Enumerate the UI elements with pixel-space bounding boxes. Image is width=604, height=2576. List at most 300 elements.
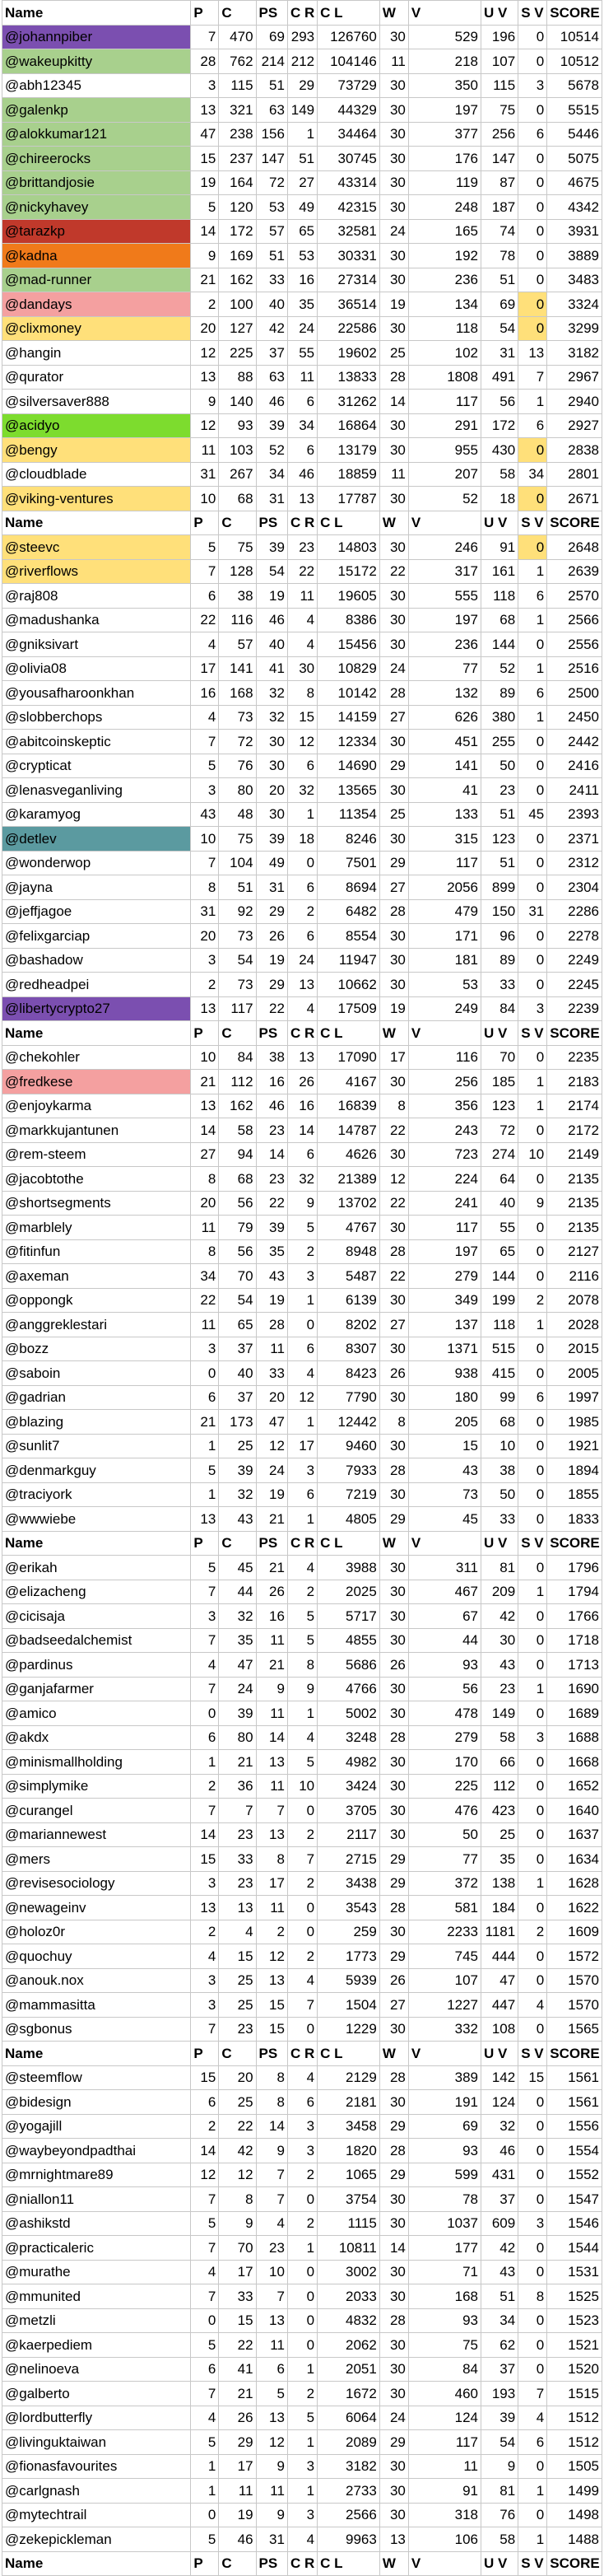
cell-name: @minismallholding [2,1750,191,1775]
cell-ps: 9 [256,2139,287,2163]
cell-p: 6 [191,2090,219,2115]
cell-sv: 3 [518,1725,547,1750]
cell-score: 3483 [547,268,602,292]
cell-name: @alokkumar121 [2,122,191,147]
column-header-score: SCORE [547,1,602,26]
cell-w: 30 [379,948,408,973]
cell-v: 2233 [408,1920,481,1944]
column-header-w: W [379,1021,408,1046]
cell-cl: 1820 [318,2139,380,2163]
cell-p: 10 [191,827,219,852]
cell-cr: 32 [287,1167,317,1192]
cell-cl: 30745 [318,147,380,171]
cell-uv: 187 [481,195,518,220]
cell-score: 1515 [547,2382,602,2406]
cell-v: 117 [408,1216,481,1240]
cell-w: 30 [379,244,408,268]
cell-v: 205 [408,1410,481,1435]
cell-v: 171 [408,924,481,949]
cell-cr: 49 [287,195,317,220]
cell-score: 1505 [547,2454,602,2479]
cell-name: @mers [2,1847,191,1872]
cell-cr: 9 [287,1677,317,1701]
cell-score: 1552 [547,2163,602,2187]
cell-c: 25 [219,2090,256,2115]
cell-v: 1808 [408,365,481,390]
cell-uv: 72 [481,1118,518,1143]
cell-uv: 47 [481,1968,518,1993]
cell-c: 11 [219,2479,256,2504]
cell-v: 93 [408,2308,481,2333]
cell-uv: 51 [481,851,518,875]
cell-cl: 1773 [318,1944,380,1969]
cell-name: @galenkp [2,98,191,123]
cell-uv: 161 [481,559,518,584]
cell-w: 29 [379,1847,408,1872]
cell-w: 30 [379,413,408,438]
column-header-sv: S V [518,1531,547,1556]
cell-sv: 0 [518,438,547,463]
cell-p: 27 [191,1142,219,1167]
cell-w: 11 [379,462,408,487]
cell-c: 94 [219,1142,256,1167]
table-row [2,1725,602,1750]
cell-ps: 22 [256,1191,287,1216]
cell-score: 2172 [547,1118,602,1143]
cell-p: 3 [191,1871,219,1896]
cell-ps: 32 [256,705,287,730]
cell-cr: 6 [287,754,317,778]
cell-w: 8 [379,1094,408,1118]
cell-v: 41 [408,778,481,803]
cell-name: @erikah [2,1556,191,1580]
cell-c: 76 [219,754,256,778]
cell-uv: 32 [481,2114,518,2139]
table-row [2,1482,602,1507]
cell-name: @qurator [2,365,191,390]
cell-uv: 33 [481,1507,518,1532]
cell-w: 26 [379,1361,408,1386]
cell-uv: 46 [481,2139,518,2163]
cell-score: 4675 [547,170,602,195]
cell-v: 84 [408,2357,481,2382]
cell-w: 28 [379,899,408,924]
cell-sv: 0 [518,2503,547,2527]
table-row [2,681,602,706]
cell-cl: 4626 [318,1142,380,1167]
cell-uv: 144 [481,1264,518,1289]
cell-score: 2411 [547,778,602,803]
cell-v: 44 [408,1628,481,1653]
cell-cr: 3 [287,2139,317,2163]
cell-cr: 12 [287,1385,317,1410]
cell-w: 30 [379,487,408,511]
cell-c: 238 [219,122,256,147]
cell-p: 11 [191,1313,219,1337]
cell-cl: 8694 [318,875,380,900]
cell-cr: 32 [287,778,317,803]
cell-uv: 84 [481,996,518,1021]
cell-w: 28 [379,1239,408,1264]
cell-cr: 9 [287,1191,317,1216]
column-header-c: C [219,1021,256,1046]
cell-p: 2 [191,2114,219,2139]
cell-ps: 12 [256,1434,287,1458]
cell-score: 1921 [547,1434,602,1458]
cell-cl: 1229 [318,2017,380,2042]
cell-p: 5 [191,1556,219,1580]
cell-w: 30 [379,2382,408,2406]
cell-c: 39 [219,1701,256,1726]
cell-w: 30 [379,535,408,560]
cell-uv: 74 [481,219,518,244]
cell-ps: 11 [256,2333,287,2358]
cell-c: 57 [219,632,256,657]
cell-ps: 52 [256,438,287,463]
cell-v: 372 [408,1871,481,1896]
cell-ps: 33 [256,268,287,292]
cell-v: 745 [408,1944,481,1969]
cell-cl: 31262 [318,390,380,414]
cell-sv: 0 [518,1944,547,1969]
table-row [2,1167,602,1192]
cell-w: 30 [379,1628,408,1653]
cell-cr: 7 [287,1847,317,1872]
cell-score: 2416 [547,754,602,778]
cell-sv: 0 [518,948,547,973]
cell-ps: 26 [256,924,287,949]
cell-cl: 6064 [318,2406,380,2430]
cell-ps: 13 [256,2406,287,2430]
cell-w: 28 [379,365,408,390]
table-row [2,1628,602,1653]
cell-sv: 6 [518,584,547,609]
table-row [2,948,602,973]
cell-uv: 447 [481,1993,518,2018]
column-header-sv: S V [518,2042,547,2066]
cell-uv: 118 [481,1313,518,1337]
cell-sv: 1 [518,705,547,730]
cell-ps: 39 [256,535,287,560]
cell-p: 11 [191,1216,219,1240]
cell-cr: 0 [287,2284,317,2309]
cell-name: @denmarkguy [2,1458,191,1483]
cell-p: 7 [191,2017,219,2042]
cell-uv: 62 [481,2333,518,2358]
cell-cr: 16 [287,268,317,292]
cell-cr: 15 [287,705,317,730]
cell-c: 32 [219,1604,256,1629]
cell-name: @cicisaja [2,1604,191,1629]
cell-uv: 149 [481,1701,518,1726]
cell-c: 17 [219,2260,256,2284]
table-row [2,1045,602,1070]
cell-cr: 0 [287,1313,317,1337]
column-header-cl: C L [318,1531,380,1556]
table-row [2,2211,602,2236]
cell-v: 181 [408,948,481,973]
cell-cr: 11 [287,365,317,390]
cell-cr: 35 [287,292,317,317]
header-row [2,2042,602,2066]
cell-sv: 2 [518,1288,547,1313]
cell-p: 3 [191,948,219,973]
table-row [2,1239,602,1264]
cell-cl: 14787 [318,1118,380,1143]
cell-p: 8 [191,1167,219,1192]
cell-sv: 0 [518,2139,547,2163]
cell-cr: 29 [287,73,317,98]
cell-p: 7 [191,1799,219,1823]
cell-w: 28 [379,1896,408,1920]
table-row [2,875,602,900]
cell-uv: 31 [481,341,518,366]
table-row [2,219,602,244]
cell-cl: 8307 [318,1337,380,1361]
cell-c: 72 [219,730,256,754]
cell-cl: 3182 [318,2454,380,2479]
cell-ps: 12 [256,1944,287,1969]
cell-w: 30 [379,730,408,754]
column-header-v: V [408,511,481,535]
cell-name: @abh12345 [2,73,191,98]
cell-p: 9 [191,390,219,414]
cell-w: 24 [379,656,408,681]
cell-name: @silversaver888 [2,390,191,414]
cell-v: 191 [408,2090,481,2115]
cell-p: 2 [191,292,219,317]
cell-c: 24 [219,1677,256,1701]
cell-sv: 0 [518,1507,547,1532]
cell-cr: 27 [287,170,317,195]
cell-v: 955 [408,438,481,463]
cell-w: 30 [379,147,408,171]
cell-ps: 5 [256,2382,287,2406]
cell-c: 15 [219,2308,256,2333]
cell-uv: 43 [481,1653,518,1678]
cell-uv: 491 [481,365,518,390]
cell-cr: 3 [287,2114,317,2139]
cell-p: 7 [191,1580,219,1604]
table-row [2,1604,602,1629]
cell-cl: 34464 [318,122,380,147]
table-row [2,147,602,171]
cell-cl: 3458 [318,2114,380,2139]
column-header-cl: C L [318,2042,380,2066]
table-row [2,1750,602,1775]
cell-w: 30 [379,1385,408,1410]
cell-c: 33 [219,1847,256,1872]
cell-v: 45 [408,1507,481,1532]
table-row [2,2065,602,2090]
cell-uv: 415 [481,1361,518,1386]
cell-score: 1622 [547,1896,602,1920]
cell-v: 218 [408,49,481,74]
cell-p: 13 [191,98,219,123]
cell-sv: 0 [518,875,547,900]
cell-sv: 0 [518,2163,547,2187]
cell-cl: 1672 [318,2382,380,2406]
cell-ps: 156 [256,122,287,147]
cell-p: 7 [191,559,219,584]
cell-score: 2116 [547,1264,602,1289]
cell-ps: 24 [256,1458,287,1483]
cell-v: 67 [408,1604,481,1629]
cell-cl: 2566 [318,2503,380,2527]
cell-w: 30 [379,2503,408,2527]
cell-uv: 23 [481,778,518,803]
cell-ps: 31 [256,487,287,511]
column-header-cr: C R [287,1531,317,1556]
cell-v: 467 [408,1580,481,1604]
cell-ps: 22 [256,996,287,1021]
cell-cl: 2129 [318,2065,380,2090]
cell-p: 2 [191,973,219,997]
cell-sv: 1 [518,1094,547,1118]
cell-cr: 1 [287,2357,317,2382]
cell-cr: 4 [287,1968,317,1993]
cell-p: 5 [191,2527,219,2552]
cell-sv: 0 [518,1458,547,1483]
column-header-sv: S V [518,511,547,535]
cell-c: 70 [219,1264,256,1289]
table-row [2,1216,602,1240]
cell-cr: 13 [287,487,317,511]
column-header-v: V [408,1021,481,1046]
table-row [2,778,602,803]
cell-sv: 0 [518,147,547,171]
column-header-uv: U V [481,2042,518,2066]
cell-w: 30 [379,2187,408,2212]
cell-c: 54 [219,948,256,973]
cell-uv: 51 [481,2284,518,2309]
cell-name: @murathe [2,2260,191,2284]
cell-name: @livinguktaiwan [2,2430,191,2455]
cell-ps: 39 [256,1216,287,1240]
table-row [2,487,602,511]
cell-p: 0 [191,2503,219,2527]
table-row [2,1118,602,1143]
cell-cl: 126760 [318,25,380,49]
cell-ps: 47 [256,1410,287,1435]
cell-c: 225 [219,341,256,366]
cell-w: 30 [379,2211,408,2236]
cell-ps: 11 [256,1896,287,1920]
cell-cl: 14803 [318,535,380,560]
cell-w: 30 [379,98,408,123]
cell-name: @enjoykarma [2,1094,191,1118]
cell-p: 3 [191,1337,219,1361]
cell-p: 7 [191,851,219,875]
cell-uv: 30 [481,1628,518,1653]
cell-c: 36 [219,1774,256,1799]
cell-ps: 7 [256,2187,287,2212]
cell-p: 7 [191,2236,219,2261]
cell-c: 470 [219,25,256,49]
table-row [2,1313,602,1337]
cell-cr: 55 [287,341,317,366]
cell-sv: 0 [518,2454,547,2479]
cell-name: @felixgarciap [2,924,191,949]
column-header-uv: U V [481,2551,518,2576]
cell-score: 1690 [547,1677,602,1701]
table-row [2,2090,602,2115]
cell-cl: 2051 [318,2357,380,2382]
cell-p: 15 [191,147,219,171]
cell-v: 225 [408,1774,481,1799]
cell-name: @cloudblade [2,462,191,487]
cell-w: 22 [379,1118,408,1143]
cell-uv: 89 [481,948,518,973]
cell-name: @bengy [2,438,191,463]
cell-name: @anggreklestari [2,1313,191,1337]
table-row [2,1774,602,1799]
cell-sv: 0 [518,1556,547,1580]
cell-v: 207 [408,462,481,487]
cell-cr: 2 [287,1239,317,1264]
cell-sv: 13 [518,341,547,366]
cell-cr: 5 [287,2406,317,2430]
cell-uv: 42 [481,1604,518,1629]
cell-v: 317 [408,559,481,584]
cell-w: 30 [379,316,408,341]
table-row [2,1896,602,1920]
cell-w: 19 [379,292,408,317]
cell-sv: 45 [518,802,547,827]
cell-cr: 16 [287,1094,317,1118]
cell-w: 30 [379,1822,408,1847]
cell-name: @wakeupkitty [2,49,191,74]
cell-c: 9 [219,2211,256,2236]
cell-ps: 42 [256,316,287,341]
cell-ps: 11 [256,1774,287,1799]
table-row [2,924,602,949]
cell-c: 25 [219,1968,256,1993]
table-row [2,170,602,195]
cell-score: 1523 [547,2308,602,2333]
cell-cl: 7933 [318,1458,380,1483]
cell-ps: 19 [256,948,287,973]
cell-score: 3889 [547,244,602,268]
cell-p: 19 [191,170,219,195]
cell-uv: 56 [481,390,518,414]
cell-name: @mytechtrail [2,2503,191,2527]
cell-sv: 0 [518,219,547,244]
column-header-uv: U V [481,1531,518,1556]
cell-cl: 14159 [318,705,380,730]
cell-ps: 19 [256,1482,287,1507]
cell-ps: 14 [256,1725,287,1750]
cell-c: 141 [219,656,256,681]
column-header-cr: C R [287,2551,317,2576]
cell-name: @olivia08 [2,656,191,681]
table-row [2,1264,602,1289]
cell-score: 2135 [547,1216,602,1240]
cell-p: 2 [191,1774,219,1799]
cell-c: 88 [219,365,256,390]
cell-name: @holoz0r [2,1920,191,1944]
cell-score: 2940 [547,390,602,414]
column-header-w: W [379,1,408,26]
column-header-p: P [191,1021,219,1046]
cell-c: 321 [219,98,256,123]
cell-cr: 30 [287,656,317,681]
cell-c: 73 [219,924,256,949]
cell-p: 21 [191,268,219,292]
cell-p: 21 [191,1410,219,1435]
cell-uv: 96 [481,924,518,949]
cell-c: 23 [219,1871,256,1896]
